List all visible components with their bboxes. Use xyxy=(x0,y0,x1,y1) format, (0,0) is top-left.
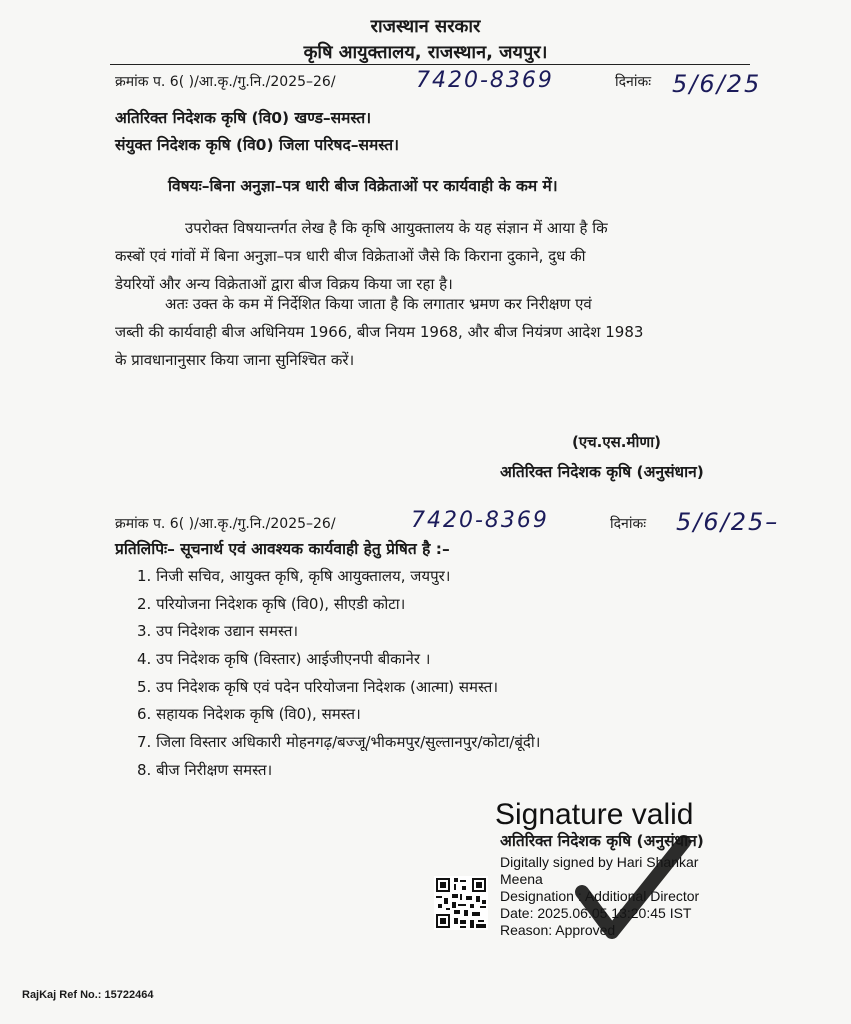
list-item: 4. उप निदेशक कृषि (विस्तार) आईजीएनपी बीकानेर । xyxy=(137,650,431,669)
handwritten-date: 5/6/25 xyxy=(672,70,762,98)
list-item: 7. जिला विस्तार अधिकारी मोहनगढ़/बज्जू/भीकमपुर/सुल्तानपुर/कोटा/बूंदी। xyxy=(137,733,541,752)
reason-line: Reason: Approved xyxy=(500,922,616,938)
signed-by-line: Digitally signed by Hari Shankar xyxy=(500,854,699,870)
signature-valid-label: Signature valid xyxy=(495,798,694,831)
copy-handwritten-reference-number: 7420-8369 xyxy=(411,508,549,533)
validation-checkmark-icon xyxy=(572,834,692,939)
copy-handwritten-date: 5/6/25– xyxy=(676,508,780,536)
signatory-designation: अतिरिक्त निदेशक कृषि (अनुसंधान) xyxy=(500,463,704,481)
signer-surname-line: Meena xyxy=(500,871,543,887)
government-title: राजस्थान सरकार xyxy=(370,16,481,37)
office-title: कृषि आयुक्तालय, राजस्थान, जयपुर। xyxy=(303,42,548,63)
header-divider xyxy=(110,64,750,65)
copy-reference-number-label: क्रमांक प. 6( )/आ.कृ./गु.नि./2025–26/ xyxy=(115,516,336,532)
signatory-name: (एच.एस.मीणा) xyxy=(572,433,661,451)
para2-line-3: के प्रावधानानुसार किया जाना सुनिश्चित करें। xyxy=(115,351,355,369)
body-paragraph-1 xyxy=(115,214,740,298)
body-paragraph-2 xyxy=(115,290,740,374)
addressee-1: अतिरिक्त निदेशक कृषि (वि0) खण्ड–समस्त। xyxy=(115,109,372,127)
list-item: 1. निजी सचिव, आयुक्त कृषि, कृषि आयुक्तालय, जयपुर। xyxy=(137,567,451,585)
para1-line-2: कस्बों एवं गांवों में बिना अनुज्ञा–पत्र धारी बीज विक्रेताओं जैसे कि किराना दुकाने, दुध की xyxy=(115,247,586,265)
copy-recipient-list xyxy=(137,563,540,785)
signature-designation-hindi: अतिरिक्त निदेशक कृषि (अनुसंधान) xyxy=(500,832,704,850)
addressee-2: संयुक्त निदेशक कृषि (वि0) जिला परिषद–समस्त। xyxy=(115,136,399,154)
signature-date-line: Date: 2025.06.05 13:20:45 IST xyxy=(500,905,692,921)
copy-heading: प्रतिलिपिः– सूचनार्थ एवं आवश्यक कार्यवाही हेतु प्रेषित है :– xyxy=(115,540,450,558)
handwritten-reference-number: 7420-8369 xyxy=(416,68,554,93)
rajkaj-reference: RajKaj Ref No.: 15722464 xyxy=(22,989,154,1001)
para1-line-3: डेयरियों और अन्य विक्रेताओं द्वारा बीज विक्रय किया जा रहा है। xyxy=(115,275,453,293)
list-item: 3. उप निदेशक उद्यान समस्त। xyxy=(137,622,299,641)
qr-code-icon xyxy=(434,876,488,930)
para2-line-2: जब्ती की कार्यवाही बीज अधिनियम 1966, बीज नियम 1968, और बीज नियंत्रण आदेश 1983 xyxy=(115,323,644,341)
list-item: 5. उप निदेशक कृषि एवं पदेन परियोजना निदेशक (आत्मा) समस्त। xyxy=(137,677,499,696)
para1-line-1: उपरोक्त विषयान्तर्गत लेख है कि कृषि आयुक्तालय के यह संज्ञान में आया है कि xyxy=(185,219,608,237)
date-label: दिनांकः xyxy=(615,74,652,90)
list-item: 8. बीज निरीक्षण समस्त। xyxy=(137,760,273,779)
list-item: 2. परियोजना निदेशक कृषि (वि0), सीएडी कोटा। xyxy=(137,594,406,613)
copy-date-label: दिनांकः xyxy=(610,516,647,532)
para2-line-1: अतः उक्त के कम में निर्देशित किया जाता है कि लगातार भ्रमण कर निरीक्षण एवं xyxy=(165,295,592,313)
reference-number-label: क्रमांक प. 6( )/आ.कृ./गु.नि./2025–26/ xyxy=(115,74,336,90)
designation-line: Designation : Additional Director xyxy=(500,888,700,904)
subject-line: विषयः–बिना अनुज्ञा–पत्र धारी बीज विक्रेताओं पर कार्यवाही के कम में। xyxy=(168,177,558,195)
list-item: 6. सहायक निदेशक कृषि (वि0), समस्त। xyxy=(137,705,361,724)
